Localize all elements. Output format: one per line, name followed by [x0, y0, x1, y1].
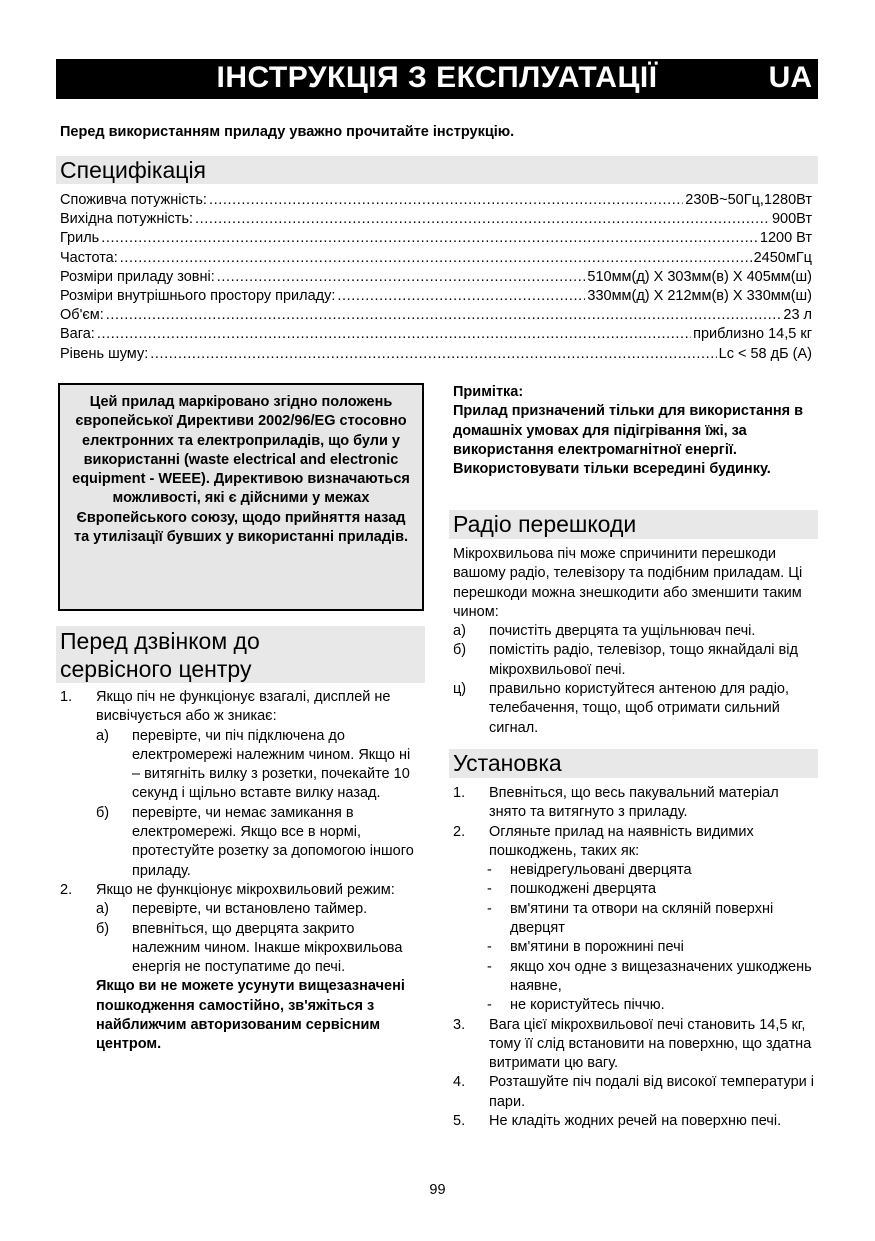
item-text: невідрегульовані дверцята [510, 862, 692, 879]
service-warning: Якщо ви не можете усунути вищезазначені пошкодження самостійно, зв'яжіться з найближчим авторизованим сервісним центром. [96, 978, 405, 1053]
spec-label: Вихідна потужність: [60, 211, 194, 228]
list-item [60, 688, 420, 727]
item-letter: б) [453, 642, 467, 659]
spec-label: Об'єм: [60, 307, 104, 324]
note-text: Прилад призначений тільки для використання в домашніх умовах для підігрівання їжі, за використання електромагнітної енергії. Використовувати тільки всередині будинку. [453, 403, 804, 478]
spec-table [60, 191, 812, 364]
list-item [453, 1112, 815, 1131]
list-item [60, 727, 420, 804]
item-text: Огляньте прилад на наявність видимих пошкоджень, таких як: [489, 823, 754, 859]
list-item [60, 900, 420, 919]
list-item [60, 804, 420, 881]
weee-notice: Цей прилад маркіровано згідно положень європейської Директиви 2002/96/EG стосовно електронних та електроприладів, що були у використанні (waste electrical and electronic equipment - WEEE). Директивою визначаються можливості, які є дійсними у межах Європейського союзу, щодо прийняття назад та утилізації бувших у використанні приладів. [58, 383, 424, 611]
item-text: Не кладіть жодних речей на поверхню печі. [489, 1113, 782, 1130]
list-item [453, 1073, 815, 1112]
list-item [453, 823, 815, 862]
item-text: Якщо не функціонує мікрохвильовий режим: [96, 881, 395, 898]
item-letter: а) [96, 901, 109, 918]
service-heading [56, 626, 425, 683]
dash-bullet: - [487, 881, 492, 898]
list-item [453, 680, 815, 738]
item-text: помістіть радіо, телевізор, тощо якнайдалі від мікрохвильової печі. [489, 642, 798, 678]
radio-heading: Радіо перешкоди [449, 510, 818, 539]
intro-text: Перед використанням приладу уважно прочитайте інструкцію. [60, 124, 515, 140]
item-letter: б) [96, 920, 110, 937]
list-item [453, 938, 815, 957]
spec-value: 900Вт [771, 211, 812, 228]
item-text: перевірте, чи немає замикання в електромережі. Якщо все в нормі, протестуйте розетку за допомогою іншого приладу. [132, 804, 414, 879]
item-text: якщо хоч одне з вищезазначених ушкоджень наявне, [510, 958, 812, 994]
spec-value: 510мм(д) X 303мм(в) X 405мм(ш) [587, 268, 812, 285]
item-text: не користуйтесь піччю. [510, 997, 665, 1014]
spec-row [60, 325, 812, 344]
page-header [56, 59, 818, 99]
spec-row [60, 191, 812, 210]
list-item [453, 861, 815, 880]
item-text: Впевніться, що весь пакувальний матеріал знято та витягнуто з приладу. [489, 785, 779, 821]
spec-value: приблизно 14,5 кг [693, 326, 812, 343]
item-text: Вага цієї мікрохвильової печі становить 14,5 кг, тому її слід встановити на поверхню, що здатна витримати цю вагу. [489, 1016, 812, 1072]
spec-value: 330мм(д) X 212мм(в) X 330мм(ш) [587, 288, 812, 305]
install-list [453, 784, 815, 1131]
page-title: ІНСТРУКЦІЯ З ЕКСПЛУАТАЦІЇ [216, 61, 658, 94]
spec-value: 23 л [783, 307, 812, 324]
list-item [453, 900, 815, 939]
spec-row [60, 345, 812, 364]
spec-label: Споживча потужність: [60, 192, 207, 208]
spec-label: Розміри внутрішнього простору приладу: [60, 288, 336, 305]
spec-row [60, 287, 812, 306]
spec-label: Частота: [60, 249, 118, 266]
item-letter: ц) [453, 681, 467, 698]
list-item [60, 881, 420, 900]
list-item [453, 1016, 815, 1074]
spec-heading: Специфікація [56, 156, 818, 184]
item-number: 1. [453, 785, 466, 801]
item-number: 4. [453, 1074, 466, 1091]
item-letter: а) [96, 727, 109, 744]
service-heading-line1: Перед дзвінком до [60, 628, 260, 654]
spec-row [60, 229, 812, 248]
item-number: 2. [453, 823, 466, 840]
item-text: Розташуйте піч подалі від високої температури і пари. [489, 1074, 815, 1110]
radio-text: Мікрохвильова піч може спричинити перешкоди вашому радіо, телевізору та подібним приладам. Ці перешкоди можна знешкодити або зменшити таким чином: [453, 546, 803, 620]
service-heading-line2: сервісного центру [60, 656, 252, 682]
radio-section [453, 545, 815, 738]
dash-bullet: - [487, 900, 492, 917]
list-item [453, 958, 815, 997]
spec-label: Рівень шуму: [60, 345, 149, 362]
install-heading: Установка [449, 749, 818, 778]
dash-bullet: - [487, 862, 492, 879]
spec-row [60, 306, 812, 325]
item-text: перевірте, чи піч підключена до електромережі належним чином. Якщо ні – витягніть вилку з розетки, почекайте 10 секунд і щільно вставте вилку назад. [132, 727, 411, 802]
page-number: 99 [429, 1182, 446, 1198]
item-text: пошкоджені дверцята [510, 881, 657, 898]
item-number: 1. [60, 689, 73, 705]
item-text: почистіть дверцята та ущільнювач печі. [489, 623, 756, 640]
item-letter: б) [96, 804, 110, 821]
item-number: 2. [60, 881, 73, 898]
spec-value: 1200 Вт [759, 230, 812, 247]
spec-label: Гриль [60, 230, 100, 247]
service-list [60, 688, 420, 1055]
item-text: Якщо піч не функціонує взагалі, дисплей не висвічується або ж зникає: [96, 689, 391, 725]
note-title: Примітка: [453, 384, 524, 400]
dash-bullet: - [487, 958, 492, 975]
list-item [453, 784, 815, 823]
spec-row [60, 268, 812, 287]
spec-value: 230В~50Гц,1280Вт [685, 192, 812, 208]
spec-row [60, 210, 812, 229]
item-text: правильно користуйтеся антеною для радіо, телебачення, тощо, щоб отримати сильний сигнал. [489, 681, 790, 736]
spec-value: 2450мГц [753, 249, 812, 266]
dash-bullet: - [487, 997, 492, 1014]
spec-label: Вага: [60, 326, 95, 343]
spec-value: Lc < 58 дБ (A) [718, 345, 812, 362]
list-item [453, 641, 815, 680]
item-number: 5. [453, 1113, 466, 1130]
list-item [60, 920, 420, 978]
note-box [453, 383, 815, 479]
item-number: 3. [453, 1016, 466, 1033]
list-item [453, 622, 815, 641]
item-letter: а) [453, 623, 466, 640]
item-text: впевніться, що дверцята закрито належним чином. Інакше мікрохвильова енергія не поступатиме до печі. [132, 920, 403, 976]
language-code: UA [768, 61, 812, 94]
list-item [453, 996, 815, 1015]
item-text: перевірте, чи встановлено таймер. [132, 901, 368, 918]
spec-row [60, 249, 812, 268]
item-text: вм'ятини в порожнині печі [510, 939, 684, 956]
spec-label: Розміри приладу зовні: [60, 268, 215, 285]
list-item [453, 880, 815, 899]
dash-bullet: - [487, 939, 492, 956]
item-text: вм'ятини та отвори на скляній поверхні дверцят [510, 900, 774, 937]
